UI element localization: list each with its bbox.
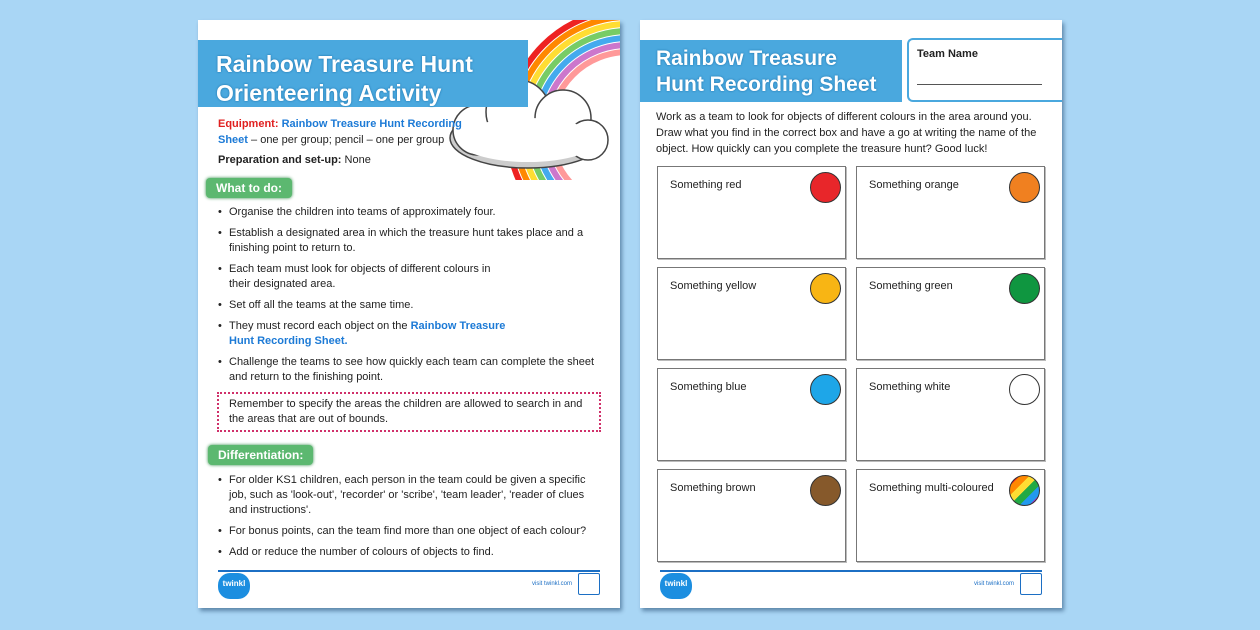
colour-dot-icon xyxy=(1009,273,1040,304)
prep-line xyxy=(218,153,371,168)
box-label: Something yellow xyxy=(670,280,757,292)
drawing-box[interactable] xyxy=(657,368,846,461)
drawing-box[interactable] xyxy=(856,469,1045,562)
prep-label: Preparation and set-up: xyxy=(218,154,342,166)
list-item: • For older KS1 children, each person in the team could be given a specific job, such as 'look-out', 'recorder' or 'scribe', 'team leader', 'reader of clues and instructions'. xyxy=(218,473,598,518)
equipment-text: – one per group; pencil – one per group xyxy=(247,134,445,146)
colour-dot-icon xyxy=(1009,374,1040,405)
prep-value: None xyxy=(341,154,371,166)
team-name-box[interactable] xyxy=(907,38,1062,102)
drawing-box[interactable] xyxy=(657,469,846,562)
reminder-note: Remember to specify the areas the children are allowed to search in and the areas that are out of bounds. xyxy=(217,392,601,432)
steps-list xyxy=(218,205,598,391)
box-label: Something orange xyxy=(869,179,959,191)
intro-text: Work as a team to look for objects of different colours in the area around you. Draw what you find in the correct box and have a go at writing the name of the object. How quickly can you complete the treasure hunt? Good luck! xyxy=(656,111,1037,155)
list-item xyxy=(218,319,598,349)
what-to-do-heading: What to do: xyxy=(206,178,292,198)
page-title: Rainbow Treasure Hunt Orienteering Activity xyxy=(198,40,528,107)
differentiation-heading: Differentiation: xyxy=(208,445,313,465)
equipment-line xyxy=(218,116,468,148)
badge-icon xyxy=(578,573,600,595)
twinkl-logo: twinkl xyxy=(660,573,692,599)
list-item: • Establish a designated area in which the treasure hunt takes place and a finishing point to return to. xyxy=(218,226,598,256)
list-item: • For bonus points, can the team find more than one object of each colour? xyxy=(218,524,598,539)
drawing-box[interactable] xyxy=(856,267,1045,360)
box-label: Something red xyxy=(670,179,742,191)
visit-link[interactable]: visit twinkl.com xyxy=(973,581,1014,587)
list-item: • Each team must look for objects of different colours in their designated area. xyxy=(218,262,598,292)
list-item: • Organise the children into teams of approximately four. xyxy=(218,205,598,220)
box-label: Something green xyxy=(869,280,953,292)
box-label: Something blue xyxy=(670,381,747,393)
step-text: They must record each object on the xyxy=(229,320,411,332)
colour-dot-icon xyxy=(1009,172,1040,203)
colour-dot-icon xyxy=(1009,475,1040,506)
activity-page xyxy=(198,20,620,608)
colour-dot-icon xyxy=(810,374,841,405)
differentiation-list xyxy=(218,473,598,566)
box-label: Something white xyxy=(869,381,951,393)
drawing-box[interactable] xyxy=(856,368,1045,461)
list-item: • Add or reduce the number of colours of objects to find. xyxy=(218,545,598,560)
team-name-label: Team Name xyxy=(917,48,978,60)
team-name-line xyxy=(917,84,1042,85)
recording-sheet-link[interactable]: Rainbow Treasure Hunt Recording Sheet xyxy=(218,118,462,146)
recording-sheet-link[interactable]: Rainbow Treasure Hunt Recording Sheet. xyxy=(229,320,506,347)
badge-icon xyxy=(1020,573,1042,595)
equipment-label: Equipment: xyxy=(218,118,279,130)
colour-dot-icon xyxy=(810,273,841,304)
list-item: • Set off all the teams at the same time. xyxy=(218,298,598,313)
footer-divider xyxy=(218,570,600,572)
footer-divider xyxy=(660,570,1042,572)
recording-sheet-page xyxy=(640,20,1062,608)
colour-dot-icon xyxy=(810,475,841,506)
box-label: Something multi-coloured xyxy=(869,482,994,494)
colour-dot-icon xyxy=(810,172,841,203)
page-title: Rainbow Treasure Hunt Recording Sheet xyxy=(640,40,902,102)
visit-link[interactable]: visit twinkl.com xyxy=(531,581,572,587)
drawing-box[interactable] xyxy=(856,166,1045,259)
list-item: • Challenge the teams to see how quickly each team can complete the sheet and return to the finishing point. xyxy=(218,355,598,385)
drawing-box[interactable] xyxy=(657,166,846,259)
drawing-box[interactable] xyxy=(657,267,846,360)
box-label: Something brown xyxy=(670,482,756,494)
twinkl-logo: twinkl xyxy=(218,573,250,599)
